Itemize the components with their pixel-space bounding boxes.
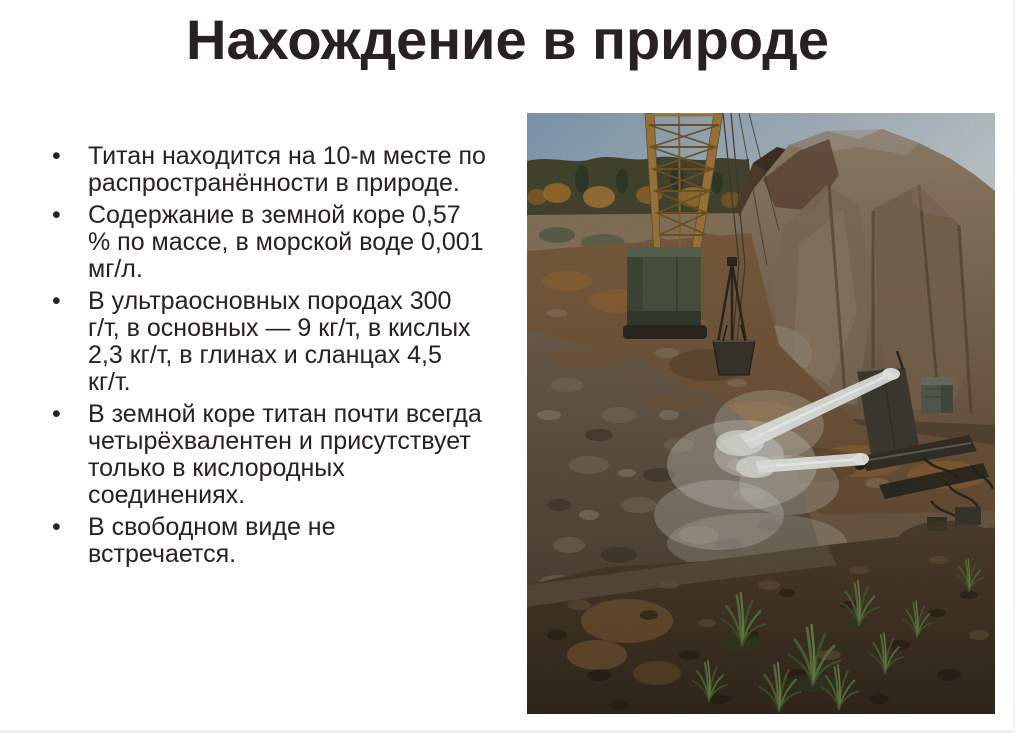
quarry-photo-illustration — [527, 113, 995, 714]
bullet-list — [45, 143, 515, 573]
bullet-line: распространённости в природе. — [88, 169, 460, 197]
bullet-marker: • — [52, 287, 61, 315]
bullet-marker: • — [52, 142, 61, 170]
bullet-marker: • — [52, 400, 61, 428]
bullet-line: г/т, в основных — 9 кг/т, в кислых — [88, 314, 471, 342]
bullet-line: мг/л. — [88, 255, 143, 283]
page-title: Нахождение в природе — [186, 8, 829, 71]
quarry-photo — [527, 113, 995, 714]
bullet-line: Содержание в земной коре 0,57 — [88, 201, 461, 229]
photo-grain-overlay — [527, 113, 995, 714]
bullet-line: В ультраосновных породах 300 — [88, 287, 452, 315]
bullet-line: % по массе, в морской воде 0,001 — [88, 228, 484, 256]
bullet-item — [45, 202, 515, 283]
bullet-line: В свободном виде не — [88, 513, 336, 541]
bullet-marker: • — [52, 513, 61, 541]
bullet-marker: • — [52, 201, 61, 229]
bullet-line: кг/т. — [88, 368, 131, 396]
bullet-item — [45, 401, 515, 509]
bullet-line: встречается. — [88, 540, 237, 568]
bullet-item — [45, 514, 515, 568]
bullet-item — [45, 143, 515, 197]
bullet-item — [45, 288, 515, 396]
bullet-line: только в кислородных — [88, 454, 345, 482]
bullet-line: соединениях. — [88, 481, 246, 509]
bullet-line: Титан находится на 10-м месте по — [88, 142, 486, 170]
bullet-line: 2,3 кг/т, в глинах и сланцах 4,5 — [88, 341, 442, 369]
bullet-line: В земной коре титан почти всегда — [88, 400, 482, 428]
bullet-line: четырёхвалентен и присутствует — [88, 427, 471, 455]
